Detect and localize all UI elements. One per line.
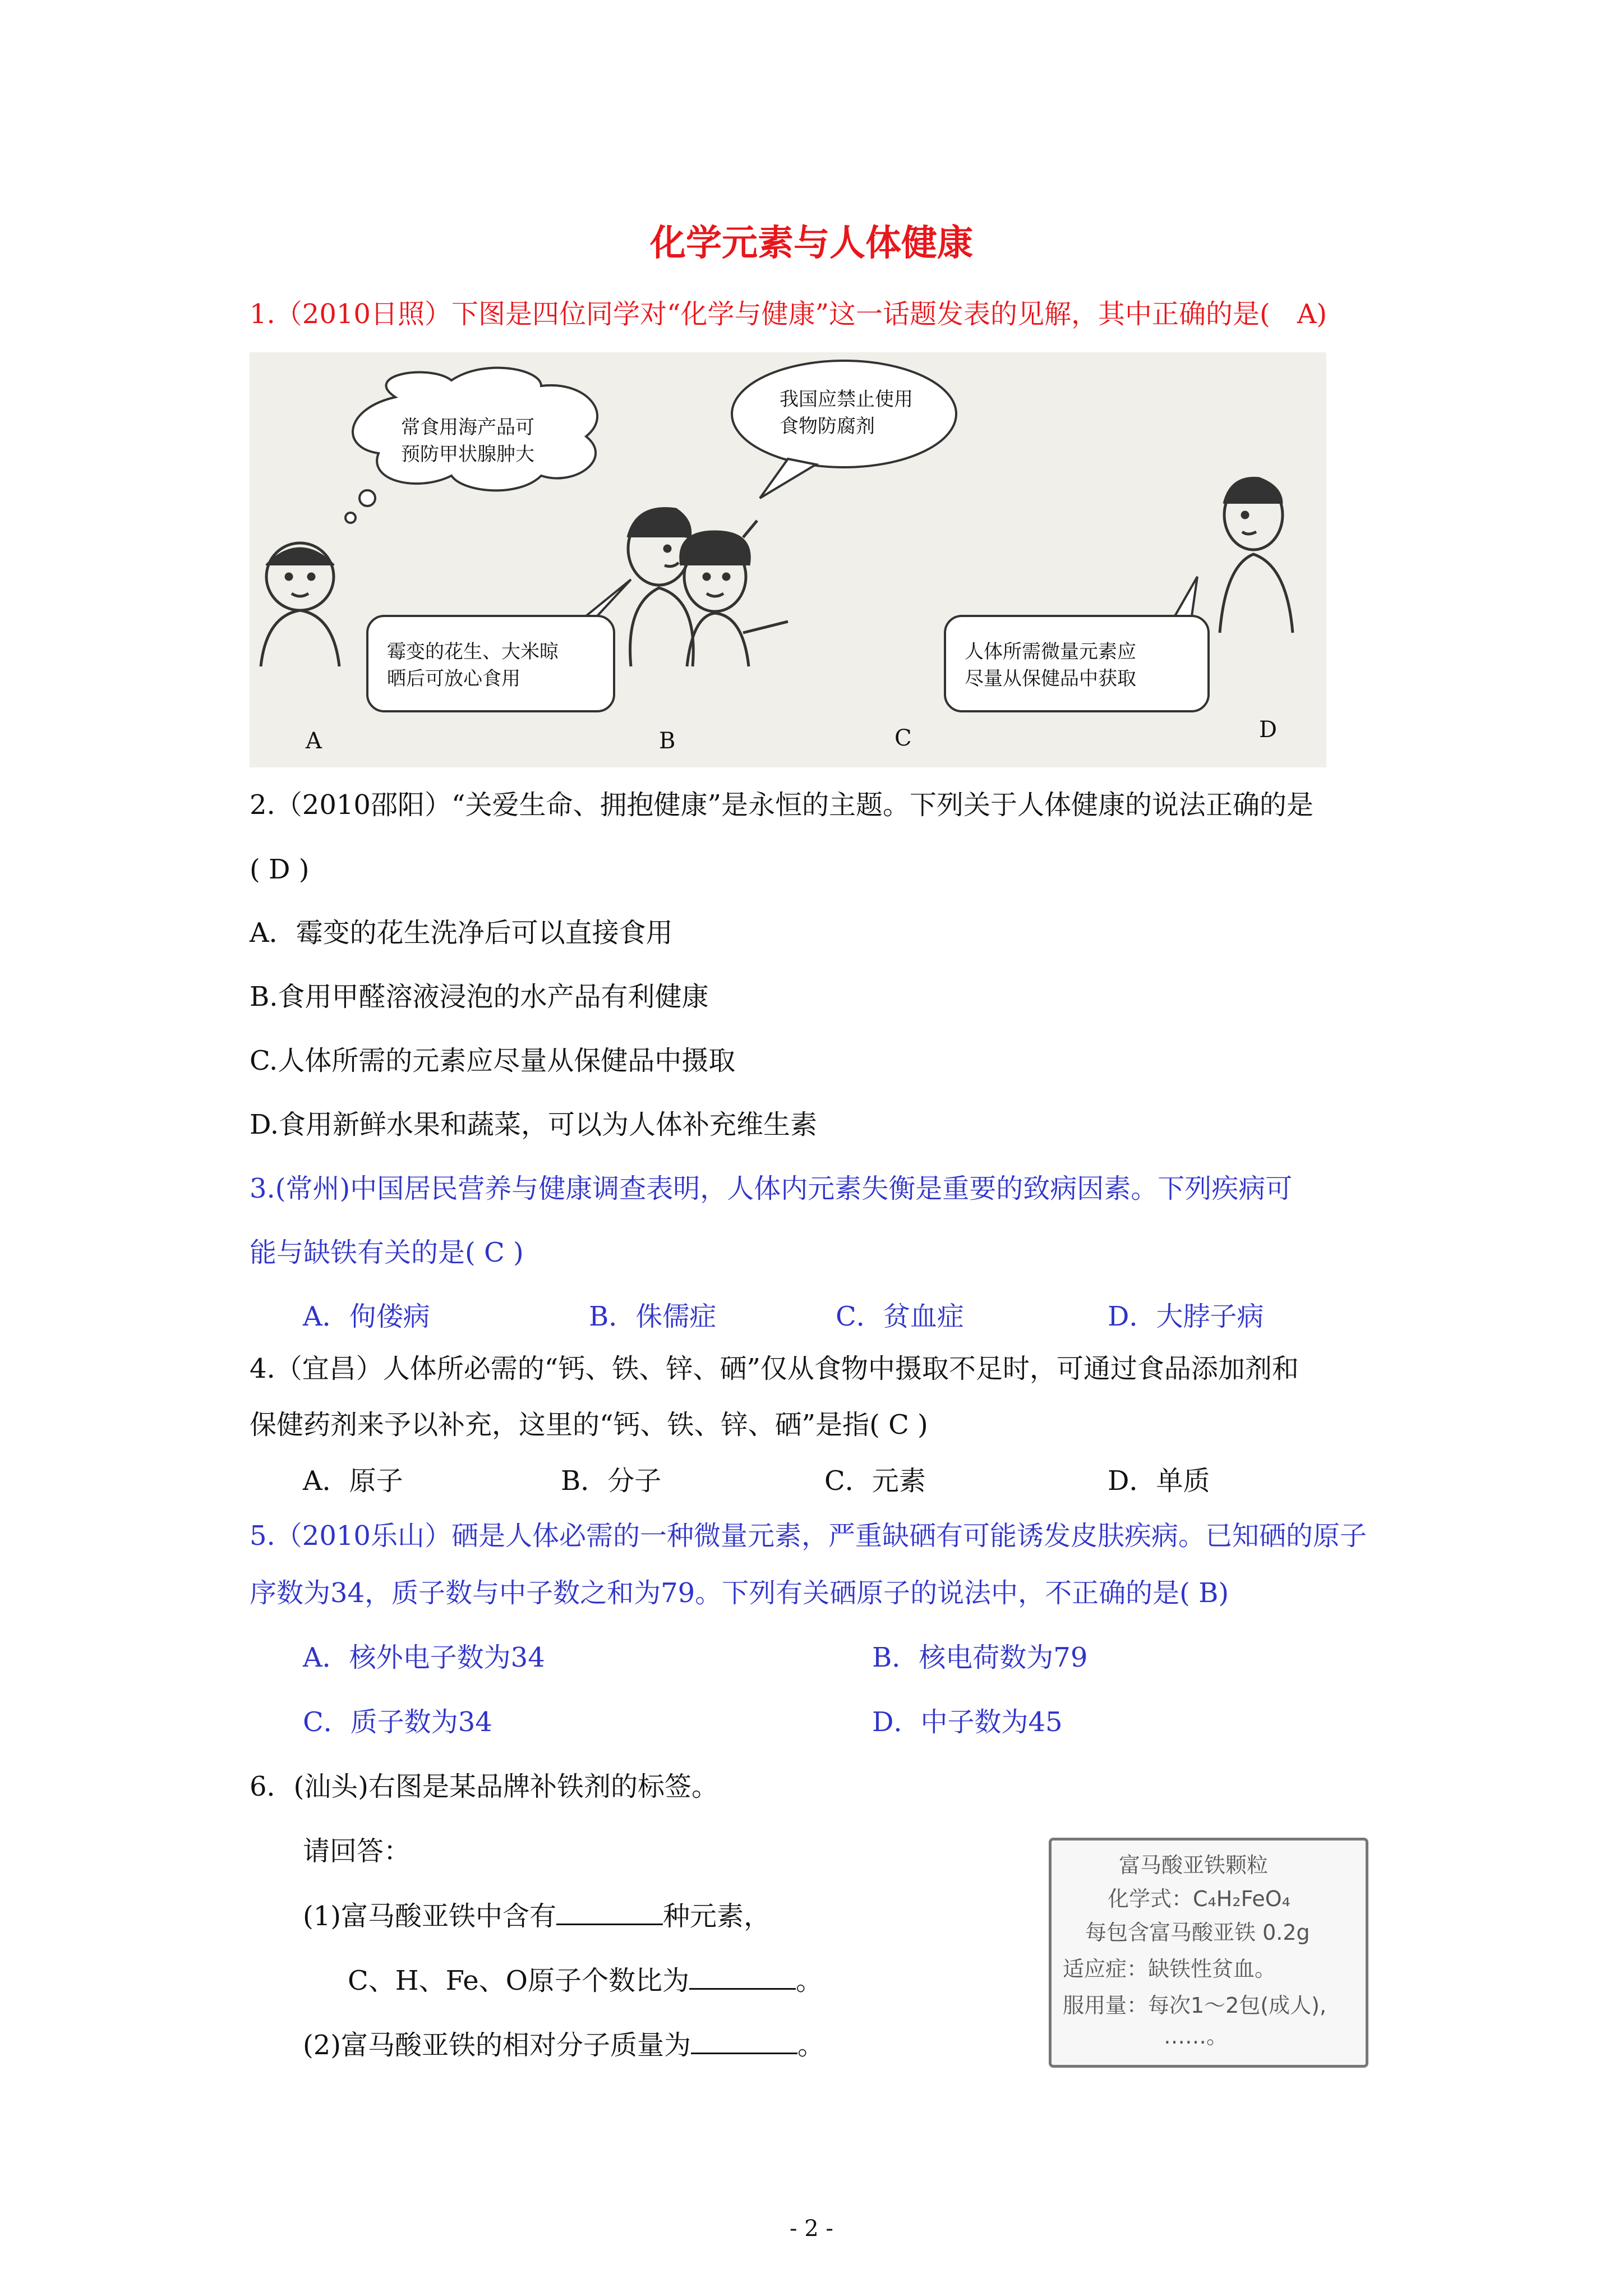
bubble-b: 霉变的花生、大米晾 晒后可放心食用 — [387, 641, 559, 690]
question-2-line-1: 2.（2010邵阳）“关爱生命、拥抱健康”是永恒的主题。下列关于人体健康的说法正确的是 — [250, 789, 1314, 821]
label-formula: 化学式：C₄H₂FeO₄ — [1108, 1887, 1290, 1911]
q5-option-a: A．核外电子数为34 — [303, 1642, 545, 1673]
q3-option-d: D．大脖子病 — [1108, 1301, 1264, 1332]
question-5-line-1: 5.（2010乐山）硒是人体必需的一种微量元素，严重缺硒有可能诱发皮肤疾病。已知硒的原子 — [250, 1520, 1367, 1552]
q2-option-a: A．霉变的花生洗净后可以直接食用 — [250, 917, 673, 949]
question-4-line-2: 保健药剂来予以补充，这里的“钙、铁、锌、硒”是指( C ) — [250, 1409, 928, 1441]
q2-option-b: B.食用甲醛溶液浸泡的水产品有利健康 — [250, 981, 709, 1013]
bubble-c: 我国应禁止使用 食物防腐剂 — [780, 388, 913, 438]
q3-option-c: C．贫血症 — [836, 1301, 964, 1332]
question-3-line-1: 3.(常州)中国居民营养与健康调查表明，人体内元素失衡是重要的致病因素。下列疾病可 — [250, 1173, 1293, 1204]
q4-option-b: B．分子 — [561, 1465, 662, 1497]
q5-option-b: B．核电荷数为79 — [872, 1642, 1088, 1673]
label-usage: 服用量：每次1～2包(成人), — [1063, 1993, 1327, 2018]
label-product-name: 富马酸亚铁颗粒 — [1119, 1853, 1269, 1878]
answer-blank-1[interactable] — [556, 1899, 663, 1925]
q3-option-b: B．侏儒症 — [589, 1301, 717, 1332]
iron-supplement-label — [1049, 1838, 1368, 2068]
answer-blank-3[interactable] — [691, 2028, 797, 2054]
figure-label-a: A — [306, 728, 322, 754]
label-dose: 每包含富马酸亚铁 0.2g — [1085, 1920, 1310, 1945]
page-title: 化学元素与人体健康 — [650, 223, 973, 264]
question-1: 1.（2010日照）下图是四位同学对“化学与健康”这一话题发表的见解，其中正确的是( A) — [250, 298, 1327, 330]
q3-option-a: A．佝偻病 — [303, 1301, 430, 1332]
answer-blank-2[interactable] — [689, 1963, 796, 1990]
q2-option-d: D.食用新鲜水果和蔬菜，可以为人体补充维生素 — [250, 1109, 818, 1140]
question-5-line-2: 序数为34，质子数与中子数之和为79。下列有关硒原子的说法中，不正确的是( B) — [250, 1577, 1229, 1609]
q4-option-c: C．元素 — [824, 1465, 926, 1497]
question-4-line-1: 4.（宜昌）人体所必需的“钙、铁、锌、硒”仅从食物中摄取不足时，可通过食品添加剂和 — [250, 1353, 1299, 1384]
figure-label-c: C — [895, 725, 912, 751]
bubble-d: 人体所需微量元素应 尽量从保健品中获取 — [965, 641, 1136, 690]
figure-label-d: D — [1259, 717, 1278, 743]
q6-prompt: 请回答： — [303, 1835, 411, 1867]
q1-cartoon-figure — [250, 352, 1326, 767]
q6-sub-question-2: (2)富马酸亚铁的相对分子质量为 。 — [303, 2028, 824, 2062]
q5-option-c: C．质子数为34 — [303, 1706, 492, 1738]
q2-option-c: C.人体所需的元素应尽量从保健品中摄取 — [250, 1045, 736, 1076]
bubble-a: 常食用海产品可 预防甲状腺肿大 — [401, 416, 534, 466]
page-number: - 2 - — [790, 2216, 833, 2242]
question-6: 6．(汕头)右图是某品牌补铁剂的标签。 — [250, 1771, 718, 1802]
question-2-line-2: ( D ) — [250, 854, 310, 885]
q6-sub-question-1-ratio: C、H、Fe、O原子个数比为 。 — [348, 1963, 823, 1998]
figure-label-b: B — [659, 728, 676, 754]
label-indication: 适应症：缺铁性贫血。 — [1063, 1957, 1276, 1981]
q5-option-d: D．中子数为45 — [872, 1706, 1063, 1738]
question-3-line-2: 能与缺铁有关的是( C ) — [250, 1237, 524, 1268]
q4-option-d: D．单质 — [1108, 1465, 1210, 1497]
label-ellipsis: ……。 — [1164, 2024, 1228, 2049]
q6-sub-question-1: (1)富马酸亚铁中含有 种元素， — [303, 1899, 771, 1933]
q4-option-a: A．原子 — [303, 1465, 403, 1497]
